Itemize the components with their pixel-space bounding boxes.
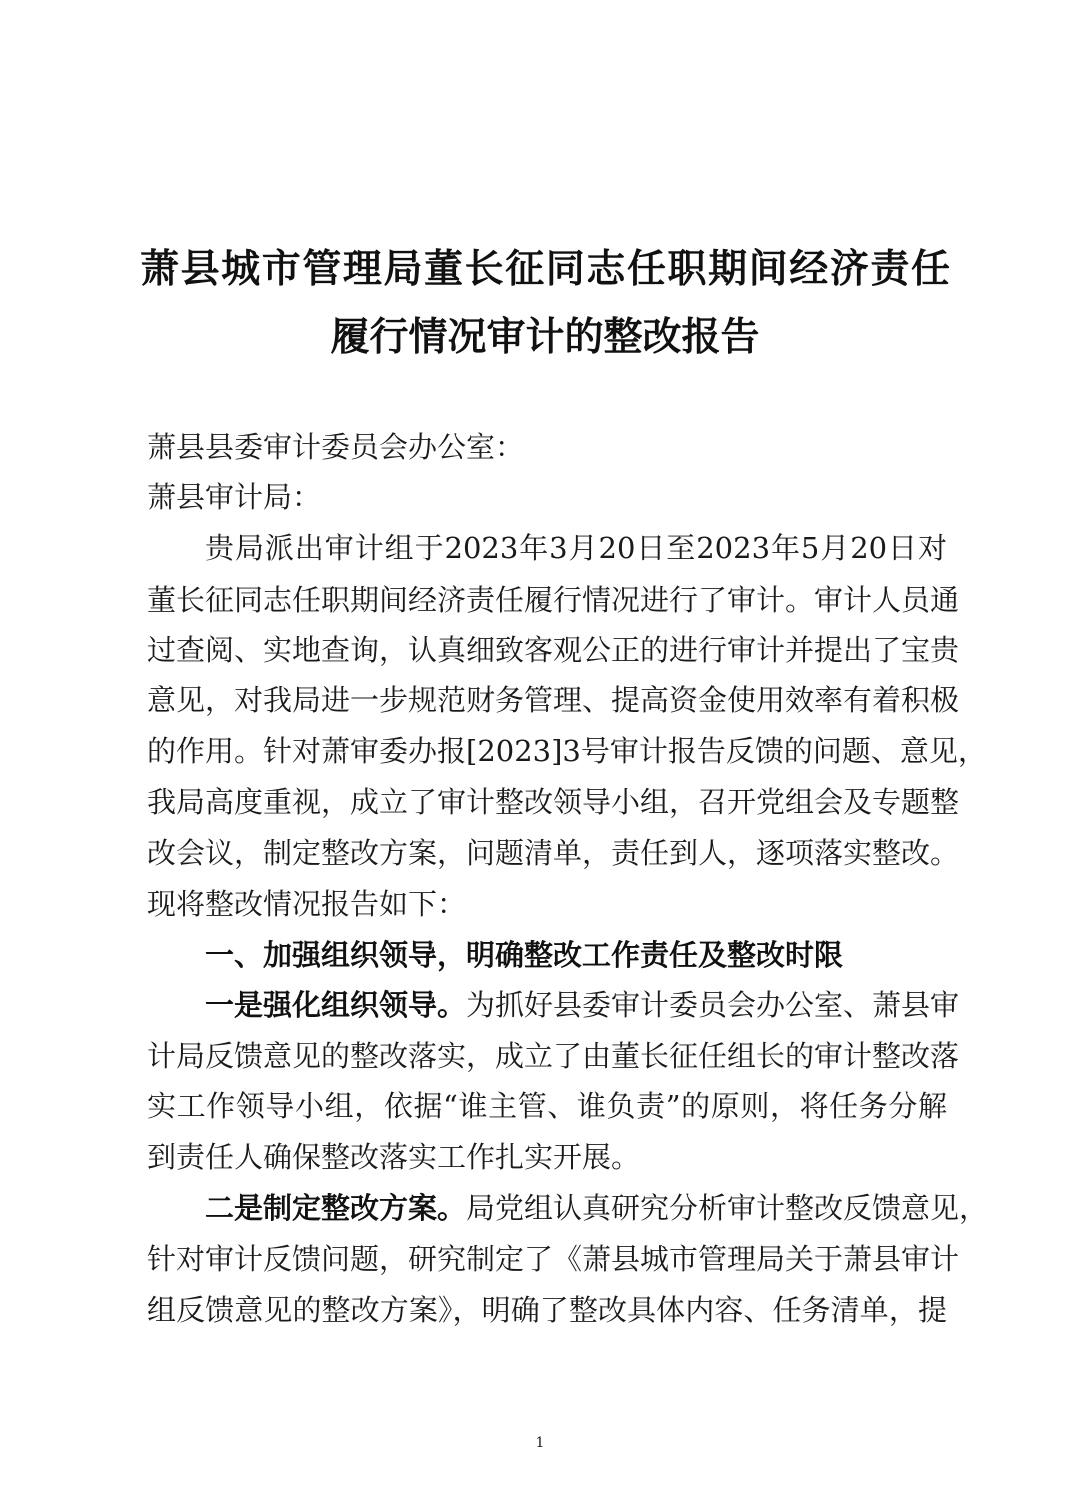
body-line: 董长征同志任职期间经济责任履行情况进行了审计。审计人员通	[147, 583, 960, 617]
section-heading: 一、加强组织领导，明确整改工作责任及整改时限	[205, 938, 844, 972]
item-lead: 二是制定整改方案。	[205, 1191, 467, 1225]
body-line: 针对审计反馈问题，研究制定了《萧县城市管理局关于萧县审计	[147, 1242, 960, 1276]
body-line: 我局高度重视，成立了审计整改领导小组，召开党组会及专题整	[147, 785, 960, 819]
body-line: 意见，对我局进一步规范财务管理、提高资金使用效率有着积极	[147, 683, 960, 717]
body-line: 到责任人确保整改落实工作扎实开展。	[147, 1140, 641, 1174]
body-line: 计局反馈意见的整改落实，成立了由董长征任组长的审计整改落	[147, 1039, 960, 1073]
addressee: 萧县县委审计委员会办公室：	[147, 430, 525, 464]
addressee: 萧县审计局：	[147, 480, 322, 514]
body-line: 贵局派出审计组于2023年3月20日至2023年5月20日对	[205, 531, 947, 565]
document-title-line-1: 萧县城市管理局董长征同志任职期间经济责任	[140, 246, 950, 292]
body-line: 组反馈意见的整改方案》，明确了整改具体内容、任务清单，提	[147, 1293, 947, 1327]
body-line	[205, 988, 960, 1022]
body-line: 现将整改情况报告如下：	[147, 887, 467, 921]
body-line	[205, 1191, 989, 1225]
item-lead: 一是强化组织领导。	[205, 988, 467, 1022]
body-line: 的作用。针对萧审委办报[2023]3号审计报告反馈的问题、意见，	[147, 734, 987, 768]
body-line: 过查阅、实地查询，认真细致客观公正的进行审计并提出了宝贵	[147, 633, 960, 667]
page-number: 1	[535, 1435, 545, 1451]
document-title-line-2: 履行情况审计的整改报告	[330, 314, 760, 360]
body-line: 实工作领导小组，依据“谁主管、谁负责”的原则，将任务分解	[147, 1089, 947, 1123]
item-text: 局党组认真研究分析审计整改反馈意见，	[466, 1191, 989, 1225]
body-line: 改会议，制定整改方案，问题清单，责任到人，逐项落实整改。	[147, 836, 960, 870]
item-text: 为抓好县委审计委员会办公室、萧县审	[466, 988, 960, 1022]
